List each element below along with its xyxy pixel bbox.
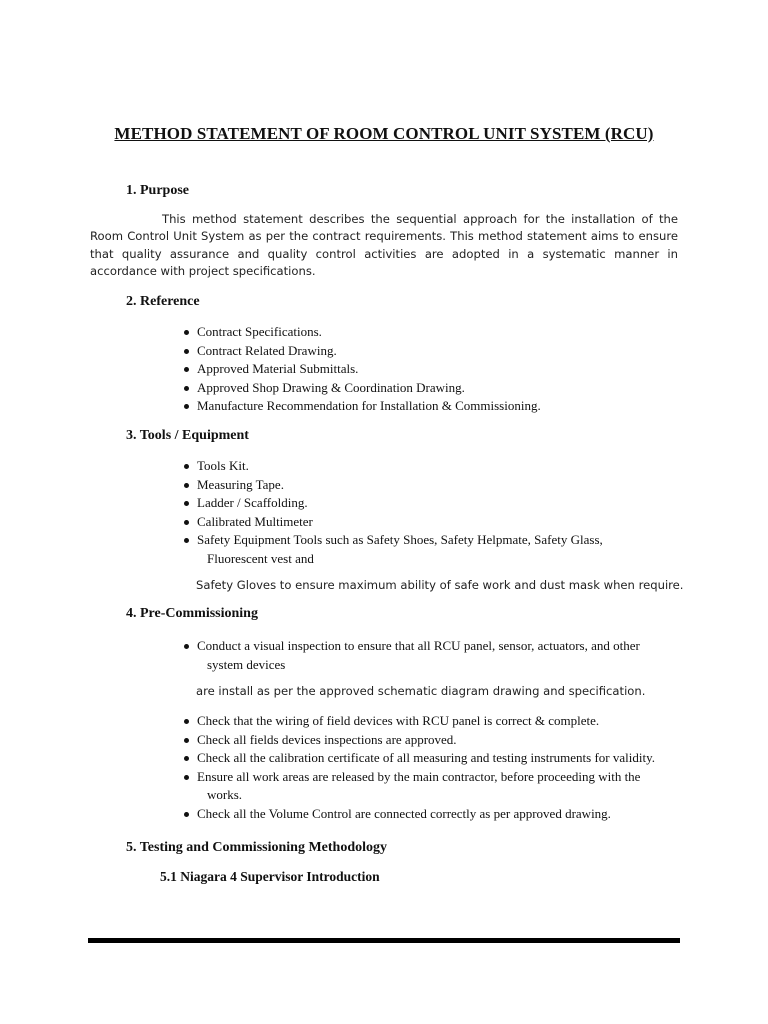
tools-list <box>184 457 678 569</box>
bullet-icon <box>184 756 189 761</box>
list-item-text: Safety Equipment Tools such as Safety Shoes, Safety Helpmate, Safety Glass, <box>197 532 603 548</box>
bullet-icon <box>184 501 189 506</box>
list-item <box>184 513 678 532</box>
list-item <box>184 531 678 568</box>
list-item <box>184 768 678 805</box>
list-item-text: Calibrated Multimeter <box>197 513 313 529</box>
list-item-text: Ladder / Scaffolding. <box>197 495 308 511</box>
purpose-paragraph: This method statement describes the sequential approach for the installation of the Room Control Unit System as per the contract requirements. This method statement aims to ensure that quality assurance and quality control activities are adopted in a systematic manner in accordance with project specifications. <box>90 212 678 279</box>
list-item-text: Approved Material Submittals. <box>197 361 359 377</box>
list-item-text: Contract Related Drawing. <box>197 342 337 358</box>
list-item-text: Measuring Tape. <box>197 476 284 492</box>
list-item <box>184 476 678 495</box>
bullet-icon <box>184 812 189 817</box>
sub-heading-niagara: 5.1 Niagara 4 Supervisor Introduction <box>160 869 380 884</box>
section-heading-precommissioning: 4. Pre-Commissioning <box>126 606 258 621</box>
list-item <box>184 731 678 750</box>
list-item-text: Check all fields devices inspections are approved. <box>197 731 457 747</box>
list-item <box>184 360 678 379</box>
section-heading-testing: 5. Testing and Commissioning Methodology <box>126 840 387 855</box>
bullet-icon <box>184 330 189 335</box>
list-item-text: Ensure all work areas are released by the main contractor, before proceeding with the <box>197 768 641 784</box>
bullet-icon <box>184 464 189 469</box>
list-item-text: Approved Shop Drawing & Coordination Drawing. <box>197 379 465 395</box>
document-title: METHOD STATEMENT OF ROOM CONTROL UNIT SYSTEM (RCU) <box>114 124 654 143</box>
list-item <box>184 379 678 398</box>
list-item <box>184 494 678 513</box>
bullet-icon <box>184 404 189 409</box>
bullet-icon <box>184 644 189 649</box>
list-item-text: Check all the calibration certificate of all measuring and testing instruments for validity. <box>197 750 655 766</box>
list-item-text: Conduct a visual inspection to ensure that all RCU panel, sensor, actuators, and other <box>197 638 640 653</box>
list-item-text: Check that the wiring of field devices with RCU panel is correct & complete. <box>197 713 600 728</box>
precommissioning-note: are install as per the approved schematic diagram drawing and specification. <box>196 684 646 698</box>
bullet-icon <box>184 349 189 354</box>
section-heading-purpose: 1. Purpose <box>126 183 189 198</box>
tools-note: Safety Gloves to ensure maximum ability of safe work and dust mask when require. <box>196 578 684 592</box>
list-item <box>184 637 678 674</box>
list-item <box>184 749 678 768</box>
bullet-icon <box>184 538 189 543</box>
list-item <box>184 805 678 824</box>
precommissioning-list-a <box>184 637 678 674</box>
list-item-text: Check all the Volume Control are connected correctly as per approved drawing. <box>197 805 611 821</box>
bullet-icon <box>184 520 189 525</box>
list-item-text: Contract Specifications. <box>197 324 322 339</box>
list-item <box>184 457 678 476</box>
section-heading-reference: 2. Reference <box>126 294 200 309</box>
bullet-icon <box>184 386 189 391</box>
list-item-text-continued: system devices <box>207 656 286 672</box>
list-item <box>184 397 678 416</box>
footer-rule <box>88 938 680 943</box>
list-item-text-continued: Fluorescent vest and <box>207 550 314 566</box>
list-item-text: Manufacture Recommendation for Installation & Commissioning. <box>197 398 541 414</box>
reference-list <box>184 323 678 416</box>
bullet-icon <box>184 483 189 488</box>
list-item <box>184 712 678 731</box>
bullet-icon <box>184 775 189 780</box>
list-item-text-continued: works. <box>207 787 243 803</box>
section-heading-tools: 3. Tools / Equipment <box>126 428 249 443</box>
list-item <box>184 342 678 361</box>
bullet-icon <box>184 738 189 743</box>
bullet-icon <box>184 719 189 724</box>
precommissioning-list-b <box>184 712 678 824</box>
list-item <box>184 323 678 342</box>
list-item-text: Tools Kit. <box>197 458 249 473</box>
bullet-icon <box>184 367 189 372</box>
